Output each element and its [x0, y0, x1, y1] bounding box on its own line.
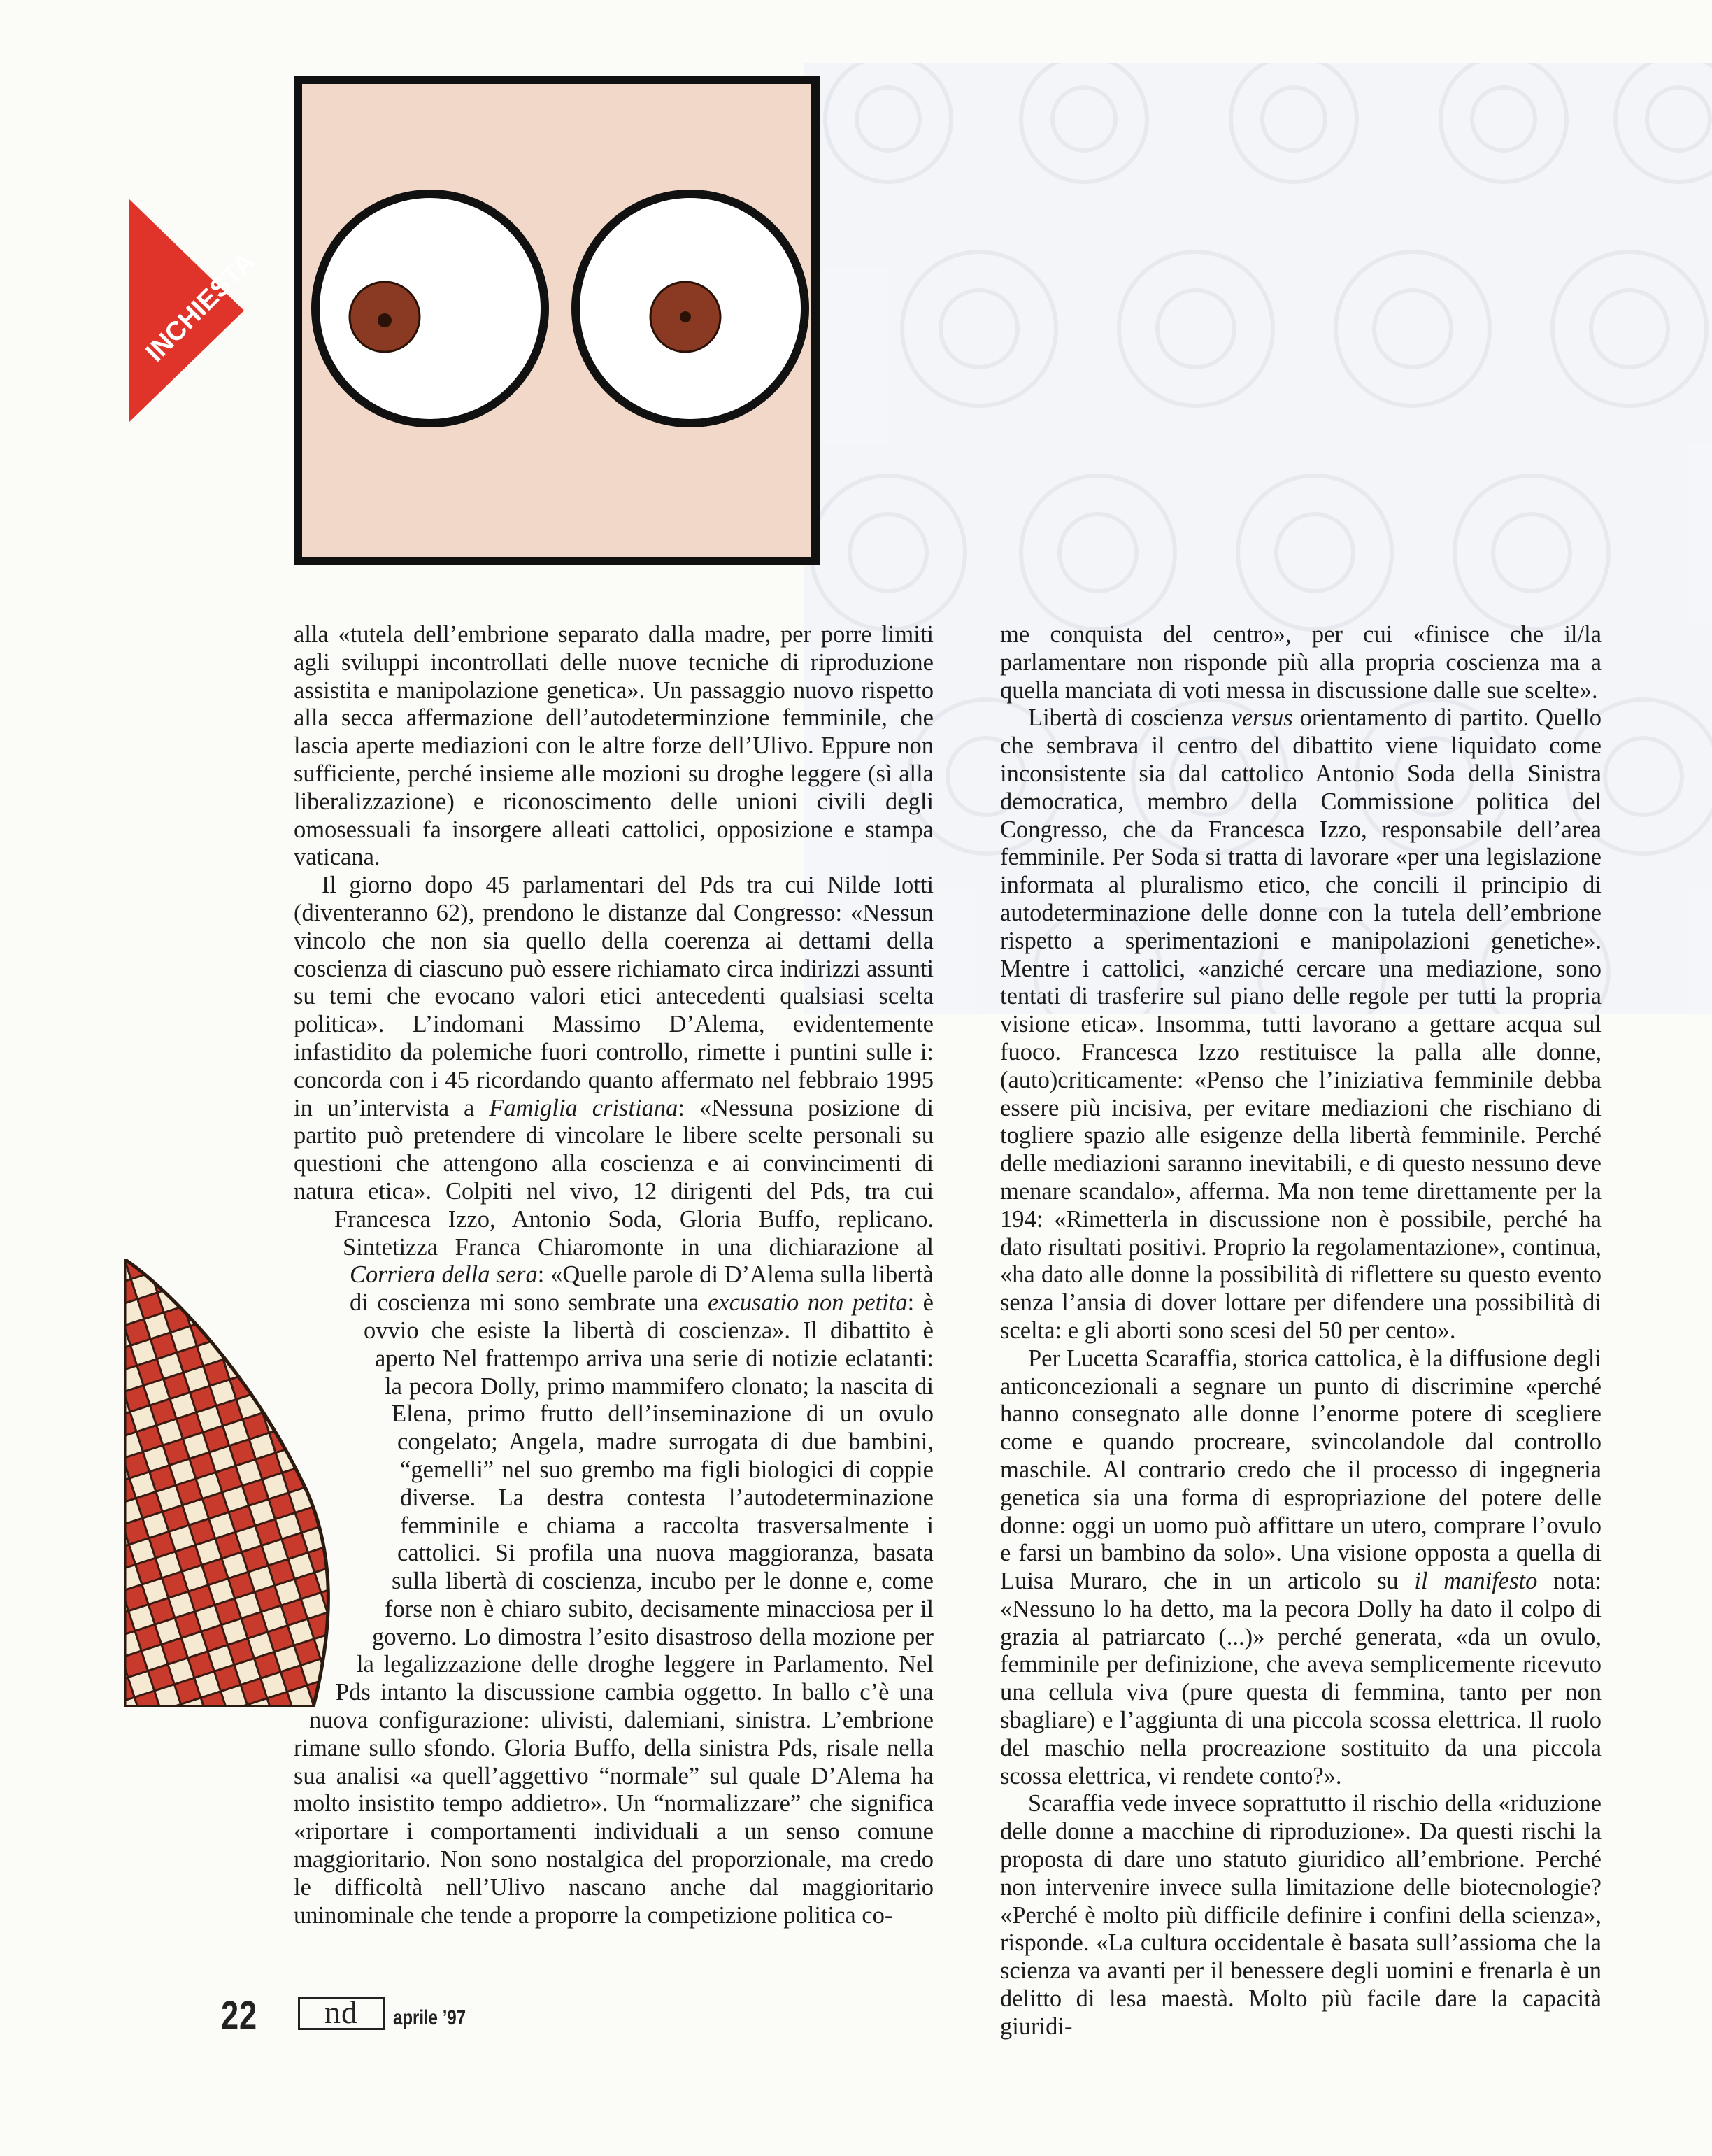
paragraph [1000, 621, 1602, 704]
issue-date: aprile ’97 [393, 2006, 466, 2029]
paragraph-text: alla «tutela dell’embrione separato dalla madre, per porre limiti agli sviluppi incontrollati delle nuove tecniche di riproduzione assistita e manipolazione genetica». Un passaggio nuovo rispetto alla secca affermazione dell’autodeterminzione femminile, che lascia aperte mediazioni con le altre forze dell’Ulivo. Eppure non sufficiente, perché insieme alle mozioni su droghe leggere (sì alla liberalizzazione) e riconoscimento delle unioni civili degli omosessuali fa insorgere alleati cattolici, opposizione e stampa vaticana. [294, 621, 934, 871]
italic-title: excusatio non petita [707, 1289, 908, 1317]
column-1-body [294, 621, 934, 1929]
italic-title: Corriera della sera [350, 1261, 538, 1289]
article-column-1 [294, 621, 934, 1929]
column-2-body [1000, 621, 1602, 2041]
paragraph-text: nota: «Nessuno lo ha detto, ma la pecora Dolly ha dato il colpo di grazia al patriarcato (...)» perché generata, «da un ovulo, femminile per definizione, che aveva semplicemente ricevuto una cellula viva (pure questa di femmina, tanto per non sbagliare) e l’aggiunta di una piccola scossa elettrica. Il ruolo del maschio nella procreazione sostituito da una piccola scossa elettrica, vi rendete conto?». [1000, 1568, 1602, 1789]
paragraph-text: : «Nessuna posizione di partito può pretendere di vincolare le libere scelte personali su questioni che attengono alla coscienza e ai convincimenti di natura etica». Colpiti nel vivo, 12 dirigenti del Pds, tra cui Francesca Izzo, Antonio Soda, Gloria Buffo, replicano. Sintetizza Franca Chiaromonte in una dichiarazione al [294, 1094, 934, 1261]
italic-title: Famiglia cristiana [489, 1094, 678, 1121]
paragraph [1000, 1345, 1602, 1791]
paragraph [1000, 1790, 1602, 2041]
paragraph [1000, 704, 1602, 1345]
magazine-logo: nd [298, 1997, 385, 2030]
section-tag-label: INCHIESTA [140, 246, 262, 368]
section-tag [129, 199, 262, 423]
article-column-2 [1000, 621, 1602, 2041]
paragraph-text: : «Quelle parole di D’Alema sulla libertà di coscienza mi sono sembrate una [350, 1261, 934, 1317]
page-number: 22 [221, 1993, 257, 2038]
paragraph-text: Scaraffia vede invece soprattutto il rischio della «riduzione delle donne a macchine di riproduzione». Da questi rischi la proposta di dare uno statuto giuridico all’embrione. Perché non intervenire invece sulla limitazione delle biotecnologie? «Perché è molto più difficile definire i confini della scienza», risponde. «La cultura occidentale è basata sull’assioma che la scienza va avanti per il benessere degli uomini e frenarla è un delitto di lesa maestà. Molto più facile dare la capacità giuridi- [1000, 1790, 1602, 2040]
paragraph-text: Il giorno dopo 45 parlamentari del Pds tra cui Nilde Iotti (diventeranno 62), prendono le distanze dal Congresso: «Nessun vincolo che non sia quello della coerenza ai dettami della coscienza di ciascuno può essere richiamato circa indirizzi assunti su temi che evocano valori etici antecedenti qualsiasi scelta politica». L’indomani Massimo D’Alema, evidentemente infastidito da polemiche fuori controllo, rimette i puntini sulle i: concorda con i 45 ricordando quanto affermato nel febbraio 1995 in un’intervista a [294, 872, 934, 1121]
paragraph [294, 621, 934, 872]
paragraph-text: me conquista del centro», per cui «finisce che il/la parlamentare non risponde più alla propria coscienza ma a quella manciata di voti messa in discussione dalle sue scelte». [1000, 621, 1602, 704]
italic-title: versus [1231, 704, 1293, 732]
paragraph-text: orientamento di partito. Quello che sembrava il centro del dibattito viene liquidato come inconsistente sia dal cattolico Antonio Soda della Sinistra democratica, membro della Commissione politica del Congresso, che da Francesca Izzo, responsabile dell’area femminile. Per Soda si tratta di lavorare «per una legislazione informata al pluralismo etico, che concili il principio di autodeterminazione delle donne con la tutela dell’embrione rispetto a sperimentazioni e manipolazioni genetiche». Mentre i cattolici, «anziché cercare una mediazione, sono tentati di trasferire sul piano delle regole per tutti la propria visione etica». Insomma, tutti lavorano a gettare acqua sul fuoco. Francesca Izzo restituisce la palla alle donne, (auto)criticamente: «Penso che l’iniziativa femminile debba essere più incisiva, per evitare mediazioni che rischiano di togliere spazio alle esigenze della libertà femminile. Perché delle mediazioni saranno inevitabili, e di questo nessuno deve menare scandalo», afferma. Ma non teme direttamente per la 194: «Rimetterla in discussione non è possibile, perché ha dato risultati positivi. Proprio la regolamentazione», continua, «ha dato alle donne la possibilità di riflettere su questo evento senza l’ansia di dover lottare per difendere una possibilità di scelta: e gli aborti sono scesi del 50 per cento». [1000, 704, 1602, 1344]
paragraph-text: Per Lucetta Scaraffia, storica cattolica, è la diffusione degli anticoncezionali a segnare un punto di discrimine «perché hanno consegnato alle donne l’enorme potere di scegliere come e quando procreare, svincolandole dal controllo maschile. Al contrario credo che il processo di ingegneria genetica sia una forma di espropriazione del potere delle donne: oggi un uomo può affittare un utero, comprare l’ovulo e farsi un bambino da solo». Una visione opposta a quella di Luisa Muraro, che in un articolo su [1000, 1345, 1602, 1595]
paragraph-text: Libertà di coscienza [1028, 704, 1232, 732]
paragraph-text: : è ovvio che esiste la libertà di coscienza». Il dibattito è aperto Nel frattempo arriva una serie di notizie eclatanti: la pecora Dolly, primo mammifero clonato; la nascita di Elena, primo frutto dell’inseminazione di un ovulo congelato; Angela, madre surrogata di due bambini, “gemelli” nel suo grembo ma figli biologici di coppie diverse. La destra contesta l’autodeterminazione femminile e chiama a raccolta trasversalmente i cattolici. Si profila una nuova maggioranza, basata sulla libertà di coscienza, incubo per le donne e, come forse non è chiaro subito, decisamente minacciosa per il governo. Lo dimostra l’esito disastroso della mozione per la legalizzazione delle droghe leggere in Parlamento. Nel Pds intanto la discussione cambia oggetto. In ballo c’è una nuova configurazione: ulivisti, dalemiani, sinistra. L’embrione rimane sullo sfondo. Gloria Buffo, della sinistra Pds, risale nella sua analisi «a quell’aggettivo “normale” sul quale D’Alema ha molto insistito tempo addietro». Un “normalizzare” che significa «riportare i comportamenti individuali a un senso comune maggioritario. Non sono nostalgica del proporzionale, ma credo le difficoltà nell’Ulivo nascano anche dal maggioritario uninominale che tende a proporre la competizione politica co- [294, 1289, 934, 1929]
eyes-illustration [294, 76, 822, 565]
italic-title: il manifesto [1414, 1568, 1538, 1595]
